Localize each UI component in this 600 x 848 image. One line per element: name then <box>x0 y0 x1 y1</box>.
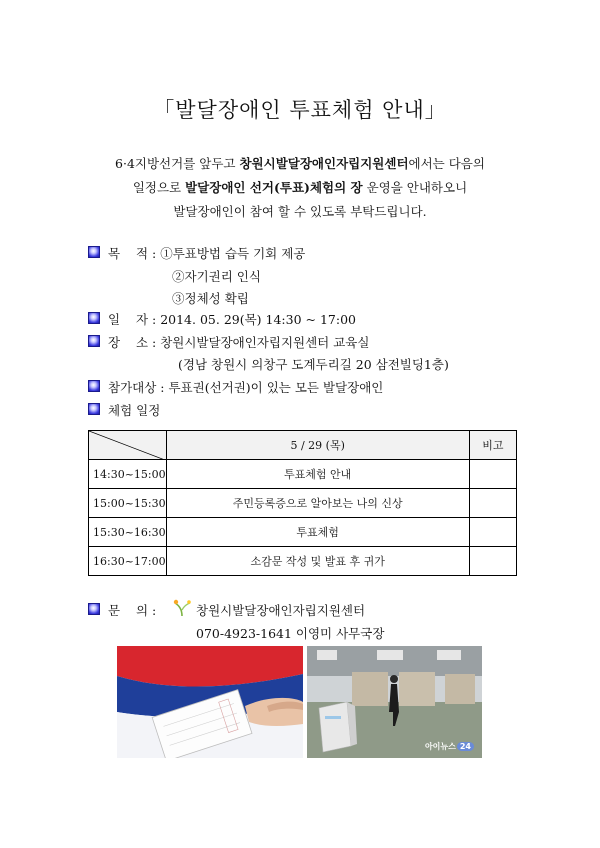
schedule-note <box>469 489 516 518</box>
place-address: (경남 창원시 의창구 도계두리길 20 삼전빌딩1층) <box>178 357 449 372</box>
watermark-badge: 24 <box>457 742 474 751</box>
place-label: 장 소 : <box>108 335 161 350</box>
purpose-row <box>108 244 305 262</box>
schedule-note <box>469 460 516 489</box>
schedule-time: 16:30~17:00 <box>89 547 167 576</box>
purpose-item: ③정체성 확립 <box>172 291 249 306</box>
bullet-icon <box>88 246 100 258</box>
intro-org-name: 창원시발달장애인자립지원센터 <box>239 156 409 171</box>
bullet-icon <box>88 312 100 324</box>
target-value: 투표권(선거권)이 있는 모든 발달장애인 <box>168 380 384 395</box>
target-label: 참가대상 : <box>108 380 169 395</box>
intro-text: 6·4지방선거를 앞두고 <box>115 156 240 171</box>
schedule-date-header: 5 / 29 (목) <box>166 431 469 460</box>
table-row <box>89 547 517 576</box>
schedule-note <box>469 547 516 576</box>
bullet-icon <box>88 335 100 347</box>
watermark-text: 아이뉴스 <box>424 742 456 751</box>
schedule-activity: 투표체험 <box>166 518 469 547</box>
intro-line-1 <box>0 154 600 172</box>
page-title: 「발달장애인 투표체험 안내」 <box>153 98 447 122</box>
intro-line-2 <box>0 178 600 196</box>
bullet-icon <box>88 403 100 415</box>
place-row <box>108 333 369 351</box>
schedule-header-row <box>89 431 517 460</box>
photo-watermark <box>425 741 474 752</box>
schedule-note-header: 비고 <box>469 431 516 460</box>
target-row <box>108 378 383 396</box>
ballot-flag-photo <box>117 646 303 758</box>
table-row <box>89 460 517 489</box>
purpose-label: 목 적 : <box>108 246 161 261</box>
contact-row <box>108 601 160 619</box>
schedule-time: 15:30~16:30 <box>89 518 167 547</box>
intro-text: 운영을 안내하오니 <box>362 180 468 195</box>
intro-line-3: 발달장애인이 참여 할 수 있도록 부탁드립니다. <box>173 204 427 219</box>
schedule-time: 14:30~15:00 <box>89 460 167 489</box>
contact-org: 창원시발달장애인자립지원센터 <box>196 603 366 618</box>
center-logo-icon <box>172 598 192 618</box>
schedule-note <box>469 518 516 547</box>
intro-text: 에서는 다음의 <box>408 156 485 171</box>
date-label: 일 자 : <box>108 312 161 327</box>
schedule-time: 15:00~15:30 <box>89 489 167 518</box>
purpose-item: ①투표방법 습득 기회 제공 <box>160 246 306 261</box>
date-value: 2014. 05. 29(목) 14:30 ~ 17:00 <box>160 312 356 327</box>
schedule-activity: 투표체험 안내 <box>166 460 469 489</box>
purpose-item: ②자기권리 인식 <box>172 269 261 284</box>
contact-label: 문 의 : <box>108 603 161 618</box>
place-value: 창원시발달장애인자립지원센터 교육실 <box>160 335 370 350</box>
table-row <box>89 518 517 547</box>
diagonal-line-icon <box>89 431 165 460</box>
bullet-icon <box>88 380 100 392</box>
schedule-activity: 소감문 작성 및 발표 후 귀가 <box>166 547 469 576</box>
ballot-flag-illustration <box>117 646 303 758</box>
table-row <box>89 489 517 518</box>
schedule-heading: 체험 일정 <box>108 403 161 418</box>
intro-event-name: 발달장애인 선거(투표)체험의 장 <box>185 180 363 195</box>
diagonal-header-cell <box>89 431 167 460</box>
schedule-activity: 주민등록증으로 알아보는 나의 신상 <box>166 489 469 518</box>
date-row <box>108 310 356 328</box>
intro-text: 일정으로 <box>132 180 186 195</box>
contact-detail: 070-4923-1641 이영미 사무국장 <box>196 626 385 641</box>
schedule-table <box>88 430 517 576</box>
bullet-icon <box>88 603 100 615</box>
voting-room-photo <box>307 646 482 758</box>
